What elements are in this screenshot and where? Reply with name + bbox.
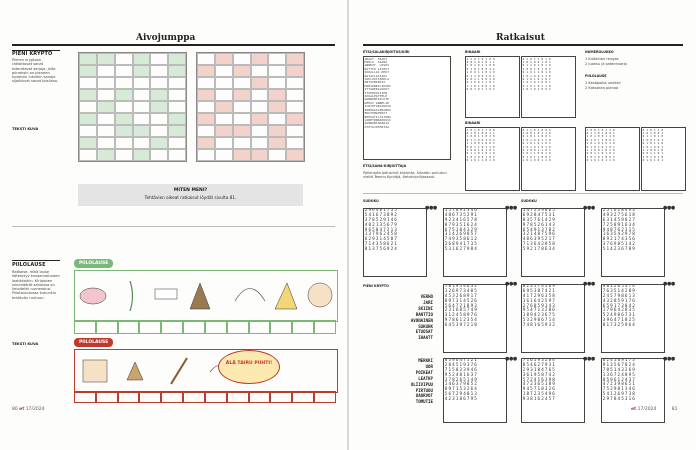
binaari-grid-5: 1 0 0 1 0 1 1 0 0 1 1 0 1 0 0 1 1 0 1 0 0 1 1 0 0 1 0 1 1 0 0 1 1 0 1 0 1 0 1 0 0 1 0 1 0 1 0 1 1 1 0 0 1 0 1 0 0 0 1 1 0 1 0 1 1 0 1 0 1 0 0 1 0 1 0 1 0 1 1 0 (585, 127, 640, 191)
etsi-heading: ETSI/SALAKIRJOITUS/KIRI (363, 50, 410, 54)
kantasanat-words-1: VERHO JARI SKIINI RANTTIO AVONAINEN SUKUHK ETUOSAT IHAATT (410, 294, 433, 341)
footer-right (631, 407, 678, 412)
plant-icon (130, 281, 133, 311)
binaari-grid-2: 0 1 0 1 1 0 1 0 1 0 1 0 0 1 0 1 0 1 1 0 1 0 1 0 1 0 0 1 0 1 0 1 0 1 0 1 1 0 1 0 1 0 1 0 0 1 1 0 0 1 0 1 0 1 0 1 1 0 1 0 1 0 0 1 0 1 0 1 0 1 1 0 1 0 1 0 1 0 0 1 (521, 56, 576, 118)
word-search-solution: GRAAT HIAKT MIHLA ASANA ANNEAT LOSEI RATTIO LAYOUT SOKALLAS DEUT NATAILAATAKA JUPLOOTATRELA ANTSIBIRDTA MARIANKILIPARI ITTARKKALUKUT STOPPOOLITKN IKUALPATTELE SUNNUNTAILUTE UEEAT ANNELIH ILRSOTAELOKUVA OONKKAALERANKA EKOTOMAHTKOT NOPSATILTAJUNA LUNETRNSDOKUSI SUNNUNTAKARJO OTOTAJOTMATAA (363, 56, 451, 160)
page-number: 80 (12, 407, 18, 412)
sudoku-grid-4: 257618493 493275618 631459827 725891634 948762315 163542978 892174356 376985142 514236789 (601, 208, 665, 277)
answer-info-box (78, 184, 303, 206)
symbol-icon (235, 289, 265, 302)
numerolukko-heading: NUMEROLUKKO (585, 50, 614, 54)
face-icon (308, 283, 332, 307)
piilolause-banner-2: PIILOLAUSE (74, 338, 113, 347)
issue-number: 17/2024 (637, 407, 657, 412)
hat-icon (127, 362, 143, 380)
sudoku-grid-8: 839647521 284519376 715823946 952481637 378265149 146379852 897153264 567294813 423186795 (443, 358, 507, 423)
binaari-heading-2: BINAARI (465, 121, 481, 125)
bill-icon (155, 289, 177, 299)
title-rule (12, 44, 335, 46)
difficulty-dots: ●●● (583, 205, 595, 211)
difficulty-dots: ●●● (425, 205, 437, 211)
brand-logo: et (631, 407, 637, 412)
piilolause-banner: PIILOLAUSE (74, 259, 113, 268)
title-rule (363, 44, 683, 46)
difficulty-dots: ●●● (663, 205, 675, 211)
bat-icon (171, 358, 187, 384)
answer-info-text: Tehtävien oikeat ratkaisut löydät sivulta 81. (144, 195, 237, 200)
pillolause-heading: PIILOLAUSE (585, 74, 607, 78)
answer-boxes-bottom (74, 391, 336, 403)
cheese-icon (275, 283, 297, 309)
page-title: Ratkaisut (496, 33, 545, 43)
difficulty-dots: ●●● (505, 281, 517, 287)
section-rule (12, 260, 60, 261)
pieni-krypto-credit: TEKSTI KUVA (12, 127, 39, 131)
sudoku-grid-5: 781954632 126973485 453268917 897314526 564721893 231685749 312458976 978612354 645397218 (443, 284, 507, 353)
footer-left (12, 407, 45, 412)
pillolause-line-1: 1 Kesäpoika uneksii (585, 81, 621, 85)
illustration-strip-top (74, 270, 338, 322)
binaari-grid-1: 1 1 0 1 0 1 0 0 0 0 1 0 1 0 1 1 1 0 1 0 1 1 0 0 0 1 0 1 0 0 1 1 1 0 0 1 1 0 1 0 0 1 1 0 0 1 0 1 1 0 1 1 0 0 1 0 0 1 0 0 1 1 0 1 1 1 0 1 0 0 1 0 0 0 1 0 1 1 0 1 (465, 56, 520, 118)
page-title: Aivojumppa (136, 33, 196, 43)
difficulty-dots: ●●● (505, 205, 517, 211)
sudoku-grid-6: 823574169 695387421 417296358 361642597 276859143 954713286 189423675 532986714 748165932 (521, 284, 585, 353)
pig-icon (80, 288, 106, 304)
kantasanat-words-2: MERKKI UOR POIKEAT LEATKP OLIIVIPUU PIRTUOU UAORVOT TOMUTIE (410, 358, 433, 405)
numerolukko-line-1: 1 Kultainen rengas (585, 57, 619, 61)
page-number: 81 (671, 407, 678, 412)
difficulty-dots: ●●● (583, 281, 595, 287)
sudoku-heading: SUDOKU (363, 199, 379, 203)
binaari-heading: BINAARI (465, 50, 481, 54)
pieni-krypto-text: Pienen kryptoon ratkottavat sanat toteuttavat sarjoja, joita piirroksin on pieneen kyseisiin lukuihin sanoja sijoittuvat sanat toisiinsa. (12, 58, 59, 84)
brand-logo: et (19, 407, 25, 412)
difficulty-dots: ●●● (583, 356, 595, 362)
sudoku-grid-10: 624589173 913567824 785143269 136724895 859612437 472398651 752981346 541269738 297845316 (601, 358, 665, 423)
etsi-sana-heading: ETSI/SANA-KIRJOITTAJA (363, 164, 407, 168)
krypto-grid-left (78, 52, 187, 162)
piilolause-text: Ratkaise, mikä lause kätkeytyy kuvaarvoitusten laatikkoihin. Kirjainten lukumäärät sanoissa on ilmoitettu numeroina. Piilotaulukossa kuhunkin tehtävän ruutuun. (12, 270, 60, 300)
sudoku-grid-2: 157892346 486735291 923416578 879351624 675184329 314269857 749358612 268941735 531627984 (443, 208, 507, 277)
pillolause-line-2: 2 Katsokaa pianoa (585, 86, 619, 90)
difficulty-dots: ●●● (663, 356, 675, 362)
bird-icon (190, 283, 210, 309)
divider (12, 226, 335, 227)
speech-bubble-text: ÄLÄ TAIRU PUHTI! (225, 361, 273, 366)
difficulty-dots: ●●● (505, 356, 517, 362)
speech-bubble (218, 350, 280, 384)
answer-boxes-top (74, 320, 336, 334)
sudoku-grid-3: 147239865 692847531 835761429 978526143 654913782 321487596 486395217 713642958 592178634 (521, 208, 585, 277)
illustration-strip-bottom (74, 349, 338, 393)
piilolause-credit: TEKSTI KUVA (12, 342, 39, 346)
sudoku-heading-b: SUDOKU (521, 199, 537, 203)
right-page (349, 0, 696, 450)
thief-icon (83, 360, 107, 382)
numerolukko-line-2: 2 Juoksu ja sateenvarjo (585, 62, 627, 66)
rebus-illustrations-bottom (75, 350, 337, 392)
sudoku-grid-7: 981265374 763514289 245798613 432859176 659173842 179642835 524986731 396471825 817325964 (601, 284, 665, 353)
pieni-krypto-heading: PIENI KRYPTO (12, 51, 53, 57)
etsi-sana-text: Palkintokirjoitusrivit-kirjainta. Sitaatin puhutun vieltä Teemu Kyntäjä, tietokirjailijasanoi. (363, 171, 447, 180)
binaari-grid-3: 1 0 1 0 1 1 0 0 0 1 0 1 0 0 1 1 1 0 0 1 1 0 1 0 0 1 1 0 0 1 0 1 1 1 0 0 1 0 0 1 0 0 1 1 0 1 1 0 1 0 0 1 0 1 0 1 0 1 1 0 1 0 1 0 1 0 1 0 0 1 0 1 0 1 0 1 1 0 1 0 (465, 127, 520, 191)
cell (79, 53, 97, 65)
piilolause-heading: PIILOLAUSE (12, 262, 46, 268)
rebus-illustrations-top (75, 271, 337, 321)
sudoku-grid-1: 296481735 541673892 378529146 482135679 965847213 137962458 629314587 714358621 813756924 (363, 208, 427, 277)
answer-info-heading: MITEN MENI? (173, 188, 208, 193)
krypto-grid-right (196, 52, 305, 162)
divider (363, 193, 683, 194)
binaari-grid-4: 0 1 1 0 1 0 0 1 1 0 0 1 0 1 1 0 0 1 0 1 1 0 0 1 1 0 1 0 0 1 1 0 0 1 0 1 0 1 0 1 1 0 1 0 1 0 1 0 0 1 0 0 1 1 0 1 1 0 1 1 0 0 1 0 0 1 0 1 1 0 0 1 1 0 1 0 0 1 1 0 (521, 127, 576, 191)
section-rule (12, 50, 60, 51)
difficulty-dots: ●●● (663, 281, 675, 287)
issue-number: 17/2024 (25, 407, 45, 412)
pieni-krypto-solution-heading: PIENI KRYPTO (363, 284, 389, 288)
sudoku-grid-9: 716593284 854627931 293184765 361958742 572416398 472365189 945718326 187235496 938162457 (521, 358, 585, 423)
left-page (0, 0, 347, 450)
binaari-grid-6: 0 1 0 1 1 0 1 0 1 0 0 1 0 1 1 0 1 0 1 0 0 1 0 1 0 1 0 1 1 0 1 0 1 0 0 1 1 1 0 0 1 0 0 0 1 1 0 1 1 0 1 0 1 0 0 1 0 1 0 1 (641, 127, 686, 191)
